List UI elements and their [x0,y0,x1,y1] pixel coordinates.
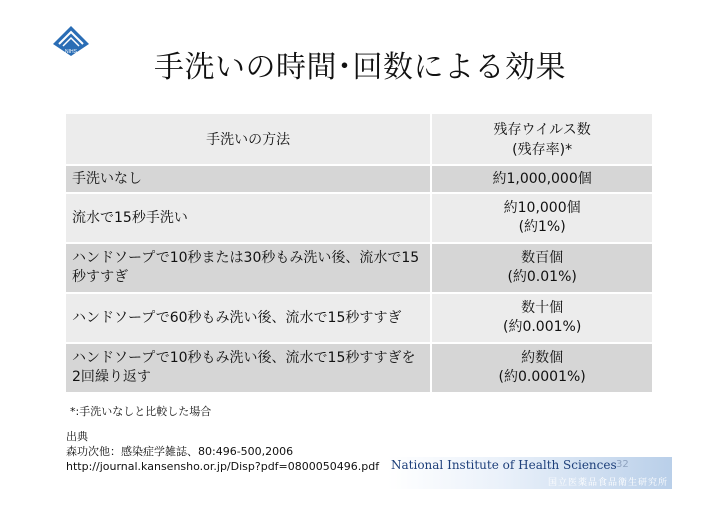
row-count-value: 約10,000個 [503,200,581,216]
table-row [66,243,653,293]
organization-name-japanese: 国立医薬品食品衛生研究所 [547,478,668,488]
table-row [66,193,653,243]
organization-name-english: National Institute of Health Sciences [391,458,617,472]
row-method: ハンドソープで10秒もみ洗い後、流水で15秒すすぎを2回繰り返す [66,343,431,393]
slide-title: 手洗いの時間･回数による効果 [154,50,566,85]
row-rate-value: (約1%) [518,219,566,235]
row-rate-value: (約0.01%) [507,269,577,285]
row-count-value: 数百個 [521,250,564,266]
table-row [66,343,653,393]
header-method: 手洗いの方法 [66,114,431,165]
source-label: 出典 [66,430,88,443]
source-url[interactable]: http://journal.kansensho.or.jp/Disp?pdf=0800050496.pdf [66,460,380,473]
source-block [66,429,379,474]
header-count-line1: 残存ウイルス数 [493,122,591,138]
row-method: 手洗いなし [66,165,431,193]
row-count [431,343,653,393]
header-count-line2: (残存率)* [512,142,573,158]
table-row [66,165,653,193]
row-count [431,193,653,243]
page-number: 32 [616,459,629,470]
row-method: ハンドソープで60秒もみ洗い後、流水で15秒すすぎ [66,293,431,343]
row-count [431,243,653,293]
results-table [66,114,654,394]
row-rate-value: (約0.001%) [502,319,582,335]
row-count [431,165,653,193]
logo-text: NIHS [65,49,77,55]
table-row [66,293,653,343]
row-count-value: 約1,000,000個 [492,170,592,187]
row-count-value: 約数個 [521,350,564,366]
table-header-row [66,114,653,165]
row-rate-value: (約0.0001%) [498,369,586,385]
footnote: *:手洗いなしと比較した場合 [70,405,212,418]
header-count [431,114,653,165]
row-method: ハンドソープで10秒または30秒もみ洗い後、流水で15秒すすぎ [66,243,431,293]
row-method: 流水で15秒手洗い [66,193,431,243]
row-count-value: 数十個 [521,300,564,316]
row-count [431,293,653,343]
source-citation: 森功次他：感染症学雑誌、80:496-500,2006 [66,445,294,458]
